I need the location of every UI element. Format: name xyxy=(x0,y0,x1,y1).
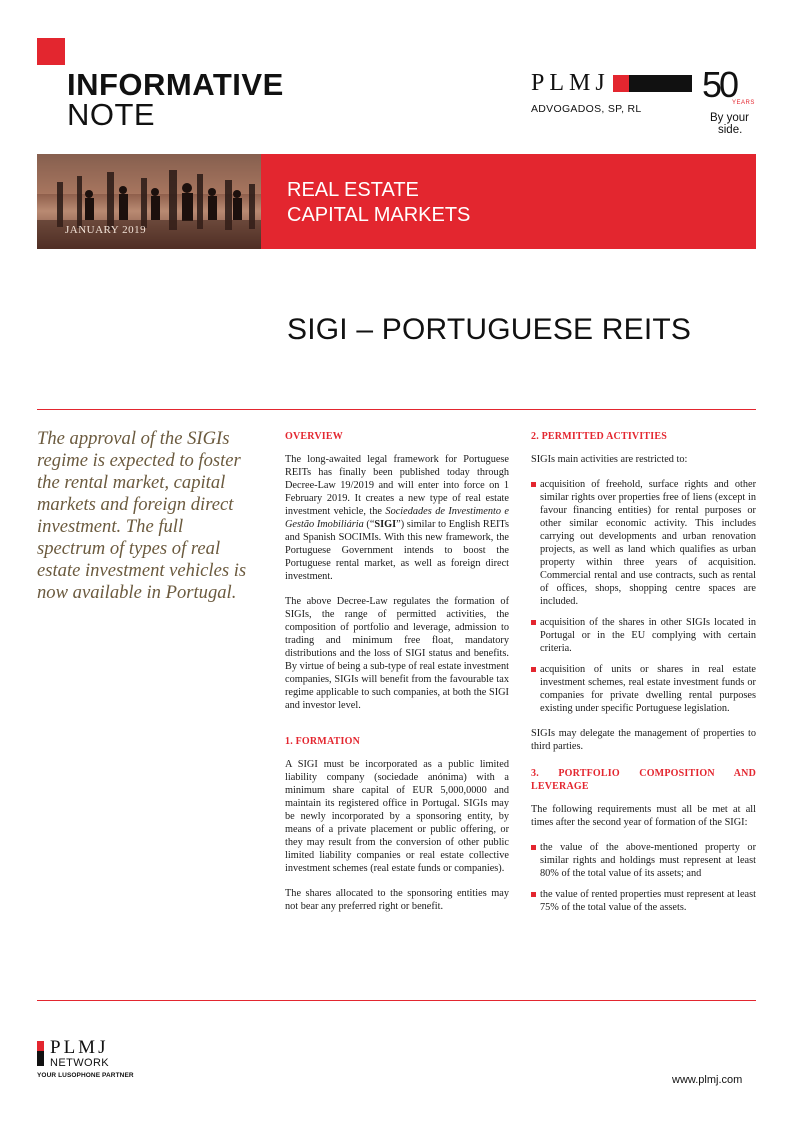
portfolio-heading: 3. PORTFOLIO COMPOSITION AND LEVERAGE xyxy=(531,768,756,792)
bottom-divider xyxy=(37,1000,756,1001)
column-2 xyxy=(531,430,756,926)
banner-date: JANUARY 2019 xyxy=(65,224,147,236)
plmj-network-logo xyxy=(37,1038,134,1079)
formation-paragraph-2: The shares allocated to the sponsoring entities may not bear any preferred right or benefit. xyxy=(285,888,509,912)
list-item: acquisition of freehold, surface rights and other similar rights over properties free of liens (except in favour financing entities) for rental purposes or other similar economic activity. This includes carrying out developments and urban renovation projects, as well as land which qualifies as urban property within three years of acquisition. Commercial rental and use contracts, such as rental of offices, shops, shopping centre spaces are included. xyxy=(531,478,756,608)
banner-photo xyxy=(37,154,261,249)
network-logo-bar xyxy=(37,1041,44,1066)
list-item: the value of rented properties must represent at least 75% of the total value of the assets. xyxy=(531,888,756,914)
anniversary-logo xyxy=(702,64,762,136)
permitted-list xyxy=(531,478,756,715)
overview-p1-text-a: The long-awaited legal framework for Portuguese REITs has finally been published today through Decree-Law 19/2019 and will enter into force on 1 February 2019. It creates a new type of real estate investment vehicle, the xyxy=(285,454,509,517)
network-logo-word: PLMJ xyxy=(50,1037,109,1058)
top-divider xyxy=(37,409,756,410)
formation-paragraph-1: A SIGI must be incorporated as a public limited liability company (sociedade anónima) with a minimum share capital of EUR 5,000,0000 and maintain its registered office in Portugal. SIGIs may be newly incorporated by a sponsoring entity, by means of a private placement or public offering, or they may result from the conversion of other public limited liability companies or real estate collective investment schemes (real estate funds or companies). xyxy=(285,759,509,874)
list-item: acquisition of units or shares in real estate investment schemes, real estate investment funds or companies for private dwelling rental purposes existing under specific Portuguese legislation. xyxy=(531,663,756,715)
permitted-outro: SIGIs may delegate the management of properties to third parties. xyxy=(531,728,756,752)
overview-heading: OVERVIEW xyxy=(285,431,343,442)
portfolio-intro: The following requirements must all be met at all times after the second year of formation of the SIGI: xyxy=(531,804,756,828)
overview-paragraph-1 xyxy=(285,453,509,583)
page-title: SIGI – PORTUGUESE REITS xyxy=(287,313,692,346)
website-link[interactable]: www.plmj.com xyxy=(672,1074,743,1086)
anniversary-tagline-2: side. xyxy=(718,124,743,136)
list-item: the value of the above-mentioned property or similar rights and holdings must represent at least 80% of the total value of its assets; and xyxy=(531,841,756,880)
practice-area-title xyxy=(287,178,470,228)
plmj-logo-word: PLMJ xyxy=(531,70,610,96)
practice-area-line-2: CAPITAL MARKETS xyxy=(287,204,471,226)
portfolio-list xyxy=(531,841,756,914)
permitted-intro: SIGIs main activities are restricted to: xyxy=(531,454,688,465)
overview-p1-text-c: ”) similar to English REITs and Spanish SOCIMIs. With this new framework, the Portuguese Government intends to boost the Portuguese rental market, as well as foreign direct investment. xyxy=(285,519,509,582)
network-logo-text xyxy=(50,1038,109,1069)
anniversary-years: YEARS xyxy=(732,100,755,106)
plmj-logo-subtitle: ADVOGADOS, SP, RL xyxy=(531,103,642,115)
plmj-logo xyxy=(531,70,692,115)
anniversary-tagline-1: By your xyxy=(710,112,749,124)
document-type-title xyxy=(67,67,284,132)
practice-area-banner xyxy=(37,154,756,249)
anniversary-tagline xyxy=(702,112,762,136)
network-logo-sub: NETWORK xyxy=(50,1057,110,1069)
plmj-logo-bar xyxy=(613,75,692,92)
formation-heading: 1. FORMATION xyxy=(285,736,360,747)
permitted-activities-heading: 2. PERMITTED ACTIVITIES xyxy=(531,431,668,442)
anniversary-number: 50 xyxy=(702,64,737,105)
list-item: acquisition of the shares in other SIGIs located in Portugal or in the EU complying with certain criteria. xyxy=(531,616,756,655)
overview-p1-italic: Sociedades de Investimento e Gestão Imobiliária xyxy=(285,506,509,530)
overview-p1-text-b: (“ xyxy=(363,519,375,530)
pull-quote: The approval of the SIGIs regime is expected to foster the rental market, capital markets and foreign direct investment. The full spectrum of types of real estate investment vehicles is now available in Portugal. xyxy=(37,428,247,603)
banner-practice-panel xyxy=(261,154,756,249)
title-line-note: NOTE xyxy=(67,97,156,132)
network-tagline: YOUR LUSOPHONE PARTNER xyxy=(37,1072,134,1079)
title-line-informative: INFORMATIVE xyxy=(67,67,284,102)
overview-paragraph-2: The above Decree-Law regulates the formation of SIGIs, the range of permitted activities, the composition of portfolio and leverage, admission to trading and minimum free float, mandatory distributions and the loss of SIGI status and benefits. By virtue of being a sub-type of real estate investment companies, SIGIs will benefit from the favourable tax regime applicable to such companies, at both the SIGI and investor level. xyxy=(285,596,509,711)
network-logo-mark xyxy=(37,1038,134,1069)
red-square-mark xyxy=(37,38,65,65)
practice-area-line-1: REAL ESTATE xyxy=(287,179,419,201)
overview-p1-bold: SIGI xyxy=(374,519,397,530)
column-1 xyxy=(285,430,509,925)
